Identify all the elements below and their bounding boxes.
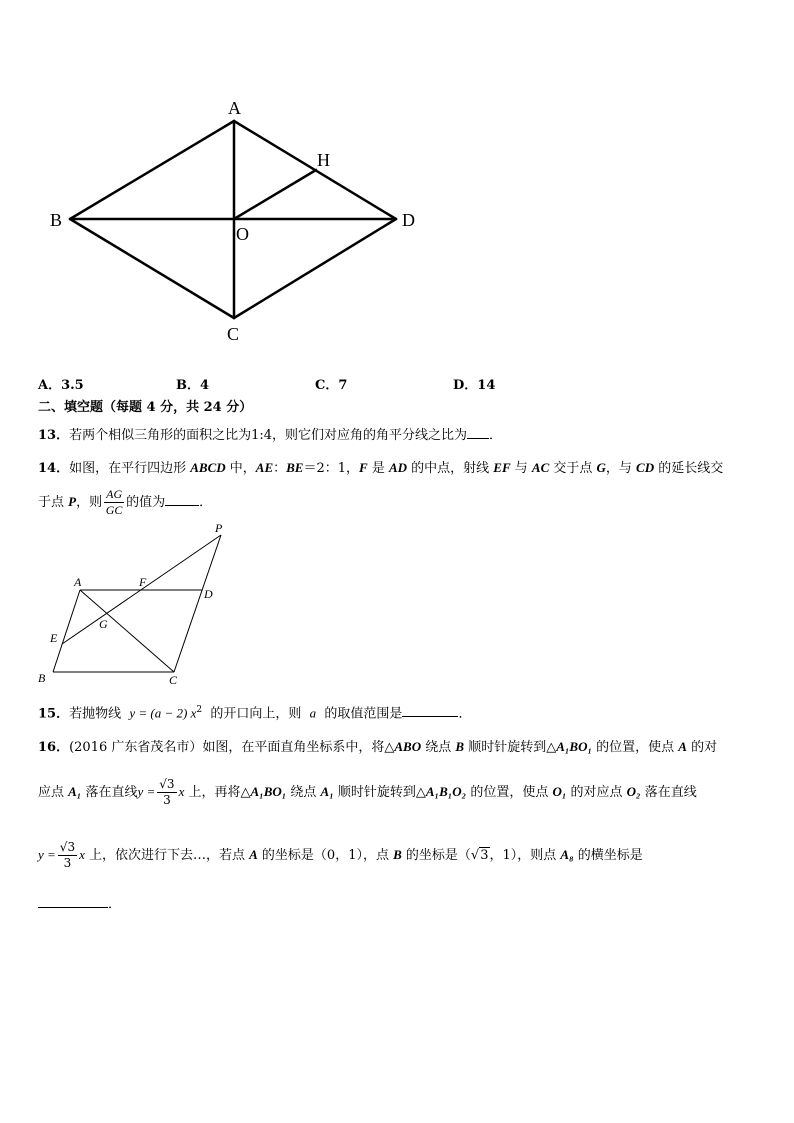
parallelogram-figure bbox=[0, 520, 260, 690]
question-16-line4: ． bbox=[38, 895, 121, 914]
label-C: C bbox=[227, 324, 240, 344]
choice-c: C．7 bbox=[315, 378, 348, 393]
question-14-line1: 14．如图，在平行四边形 ABCD 中，AE：BE＝2：1，F 是 AD 的中点，射线 EF 与 AC 交于点 G，与 CD 的延长线交 bbox=[38, 460, 724, 476]
label-E: E bbox=[50, 631, 58, 645]
question-number: 15． bbox=[38, 706, 70, 722]
question-14-line2: 于点 P，则 $\frac{AG}{GC}$ 的值为 ． bbox=[38, 487, 213, 517]
diagonal-AC bbox=[80, 590, 174, 672]
label-B: B bbox=[50, 210, 63, 230]
slope-fraction: $\frac{√3}{3}$ bbox=[159, 777, 175, 807]
edge-BC bbox=[70, 219, 234, 318]
answer-blank bbox=[38, 895, 108, 908]
question-16-line2: 应点 A₁ 落在直线y = $\frac{√3}{3}$ x 上，再将△A₁BO₁ 绕点 A₁ 顺时针旋转到△A₁B₁O₂ 的位置，使点 O₁ 的对应点 O₂ 落在直线 bbox=[38, 777, 697, 807]
choice-b: B．4 bbox=[176, 378, 210, 393]
question-16-line3: y = $\frac{√3}{3}$ x 上，依次进行下去…，若点 A 的坐标是（0，1），点 B 的坐标是（√3，1），则点 A₈ 的横坐标是 bbox=[38, 840, 643, 870]
label-D: D bbox=[204, 587, 213, 601]
question-15: 15．若抛物线 y = (a − 2) $x^2$ 的开口向上，则 a 的取值范围是 ． bbox=[38, 705, 472, 722]
answer-blank bbox=[165, 493, 199, 506]
question-16-line1: 16．(2016 广东省茂名市）如图，在平面直角坐标系中，将△ABO 绕点 B 顺时针旋转到△A₁BO₁ 的位置，使点 A 的对 bbox=[38, 739, 718, 755]
rhombus-figure bbox=[0, 0, 794, 360]
label-B: B bbox=[38, 671, 46, 685]
edge-CP bbox=[174, 535, 221, 672]
question-13: 13．若两个相似三角形的面积之比为1:4，则它们对应角的角平分线之比为 ． bbox=[38, 428, 503, 443]
edge-CD bbox=[234, 219, 396, 318]
label-H: H bbox=[317, 150, 330, 170]
question-number: 16． bbox=[38, 740, 70, 755]
segment-OH bbox=[234, 170, 316, 219]
sqrt-value: 3 bbox=[480, 848, 489, 863]
ratio-fraction: $\frac{AG}{GC}$ bbox=[105, 487, 123, 517]
answer-blank bbox=[402, 704, 458, 717]
label-P: P bbox=[215, 521, 223, 535]
edge-AB bbox=[70, 121, 234, 219]
label-G: G bbox=[99, 617, 108, 631]
label-A: A bbox=[228, 98, 241, 118]
choice-a: A．3.5 bbox=[38, 378, 84, 393]
label-D: D bbox=[402, 210, 415, 230]
section-heading: 二、填空题（每题 4 分，共 24 分） bbox=[38, 400, 253, 415]
question-number: 13． bbox=[38, 428, 70, 443]
label-O: O bbox=[236, 224, 249, 244]
slope-fraction: $\frac{√3}{3}$ bbox=[59, 840, 76, 870]
answer-blank bbox=[467, 426, 489, 439]
parabola-formula: y = (a − 2) x bbox=[129, 705, 197, 721]
label-A: A bbox=[74, 575, 82, 589]
choice-d: D．14 bbox=[453, 378, 496, 393]
label-F: F bbox=[139, 575, 147, 589]
label-C: C bbox=[169, 673, 178, 687]
question-number: 14． bbox=[38, 461, 70, 476]
